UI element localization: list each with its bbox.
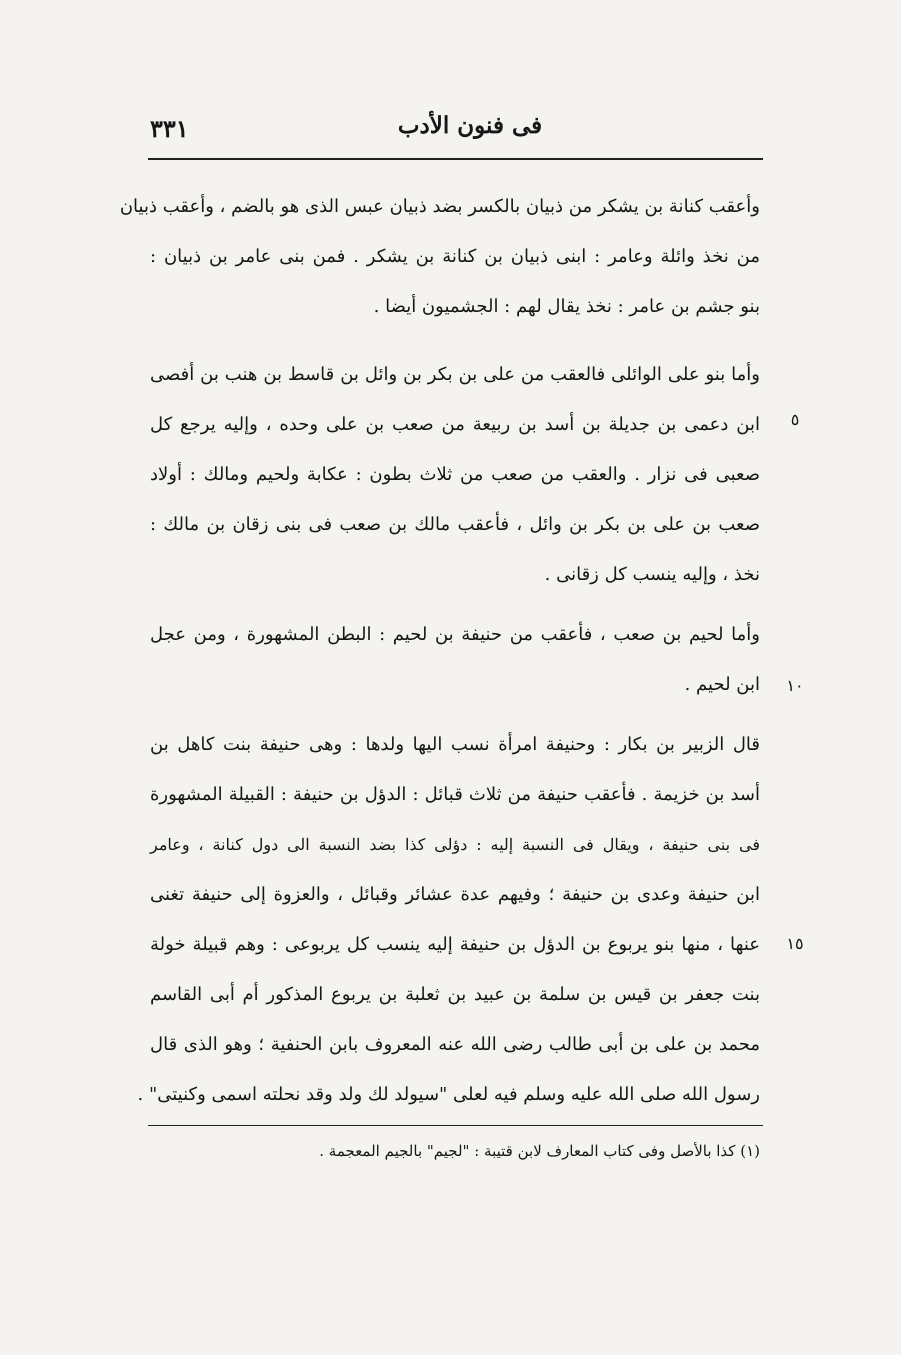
line-number-15: ١٥ — [786, 934, 804, 953]
text-line: ابن حنيفة وعدى بن حنيفة ؛ وفيهم عدة عشائر وقبائل ، والعزوة إلى حنيفة تغنى — [150, 884, 760, 905]
text-line: رسول الله صلى الله عليه وسلم فيه لعلى "سيولد لك ولد وقد نحلته اسمى وكنيتى" . — [137, 1084, 760, 1105]
text-line: صعب بن على بن بكر بن وائل ، فأعقب مالك بن صعب فى بنى زقان بن مالك : — [150, 514, 760, 535]
text-line: ابن دعمى بن جديلة بن أسد بن ربيعة من صعب بن على وحده ، وإليه يرجع كل — [150, 414, 760, 435]
text-line: قال الزبير بن بكار : وحنيفة امرأة نسب اليها ولدها : وهى حنيفة بنت كاهل بن — [150, 734, 760, 755]
text-line: ابن لحيم . — [684, 674, 760, 695]
line-number-10: ١٠ — [786, 676, 804, 695]
text-line: بنت جعفر بن قيس بن سلمة بن عبيد بن ثعلبة بن يربوع المذكور أم أبى القاسم — [150, 984, 760, 1005]
text-line: محمد بن على بن أبى طالب رضى الله عنه المعروف بابن الحنفية ؛ وهو الذى قال — [150, 1034, 760, 1055]
footnote-rule — [148, 1125, 763, 1126]
text-line: عنها ، منها بنو يربوع بن الدؤل بن حنيفة إليه ينسب كل يربوعى : وهم قبيلة خولة — [150, 934, 760, 955]
text-line: من نخذ وائلة وعامر : ابنى ذبيان بن كنانة بن يشكر . فمن بنى عامر بن ذبيان : — [150, 246, 760, 267]
line-number-5: ٥ — [790, 410, 800, 429]
text-line: صعبى فى نزار . والعقب من صعب من ثلاث بطون : عكابة ولحيم ومالك : أولاد — [150, 464, 760, 485]
header-rule — [148, 158, 763, 160]
text-line: وأعقب كنانة بن يشكر من ذبيان بالكسر بضد ذبيان عبس الذى هو بالضم ، وأعقب ذبيان — [119, 196, 760, 217]
text-line: أسد بن خزيمة . فأعقب حنيفة من ثلاث قبائل : الدؤل بن حنيفة : القبيلة المشهورة — [150, 784, 760, 805]
text-line: نخذ ، وإليه ينسب كل زقانى . — [544, 564, 760, 585]
text-line: وأما لحيم بن صعب ، فأعقب من حنيفة بن لحيم : البطن المشهورة ، ومن عجل — [150, 624, 761, 645]
text-line: وأما بنو على الوائلى فالعقب من على بن بكر بن وائل بن قاسط بن هنب بن أفصى — [150, 364, 760, 385]
page-number: ٣٣١ — [150, 114, 189, 143]
footnote: (١) كذا بالأصل وفى كتاب المعارف لابن قتيبة : "لجيم" بالجيم المعجمة . — [319, 1142, 760, 1160]
text-line: بنو جشم بن عامر : نخذ يقال لهم : الجشميون أيضا . — [373, 296, 760, 317]
running-header-title: فى فنون الأدب — [397, 112, 543, 139]
text-line: فى بنى حنيفة ، ويقال فى النسبة إليه : دؤلى كذا بضد النسبة الى دول كنانة ، وعامر — [150, 835, 760, 854]
